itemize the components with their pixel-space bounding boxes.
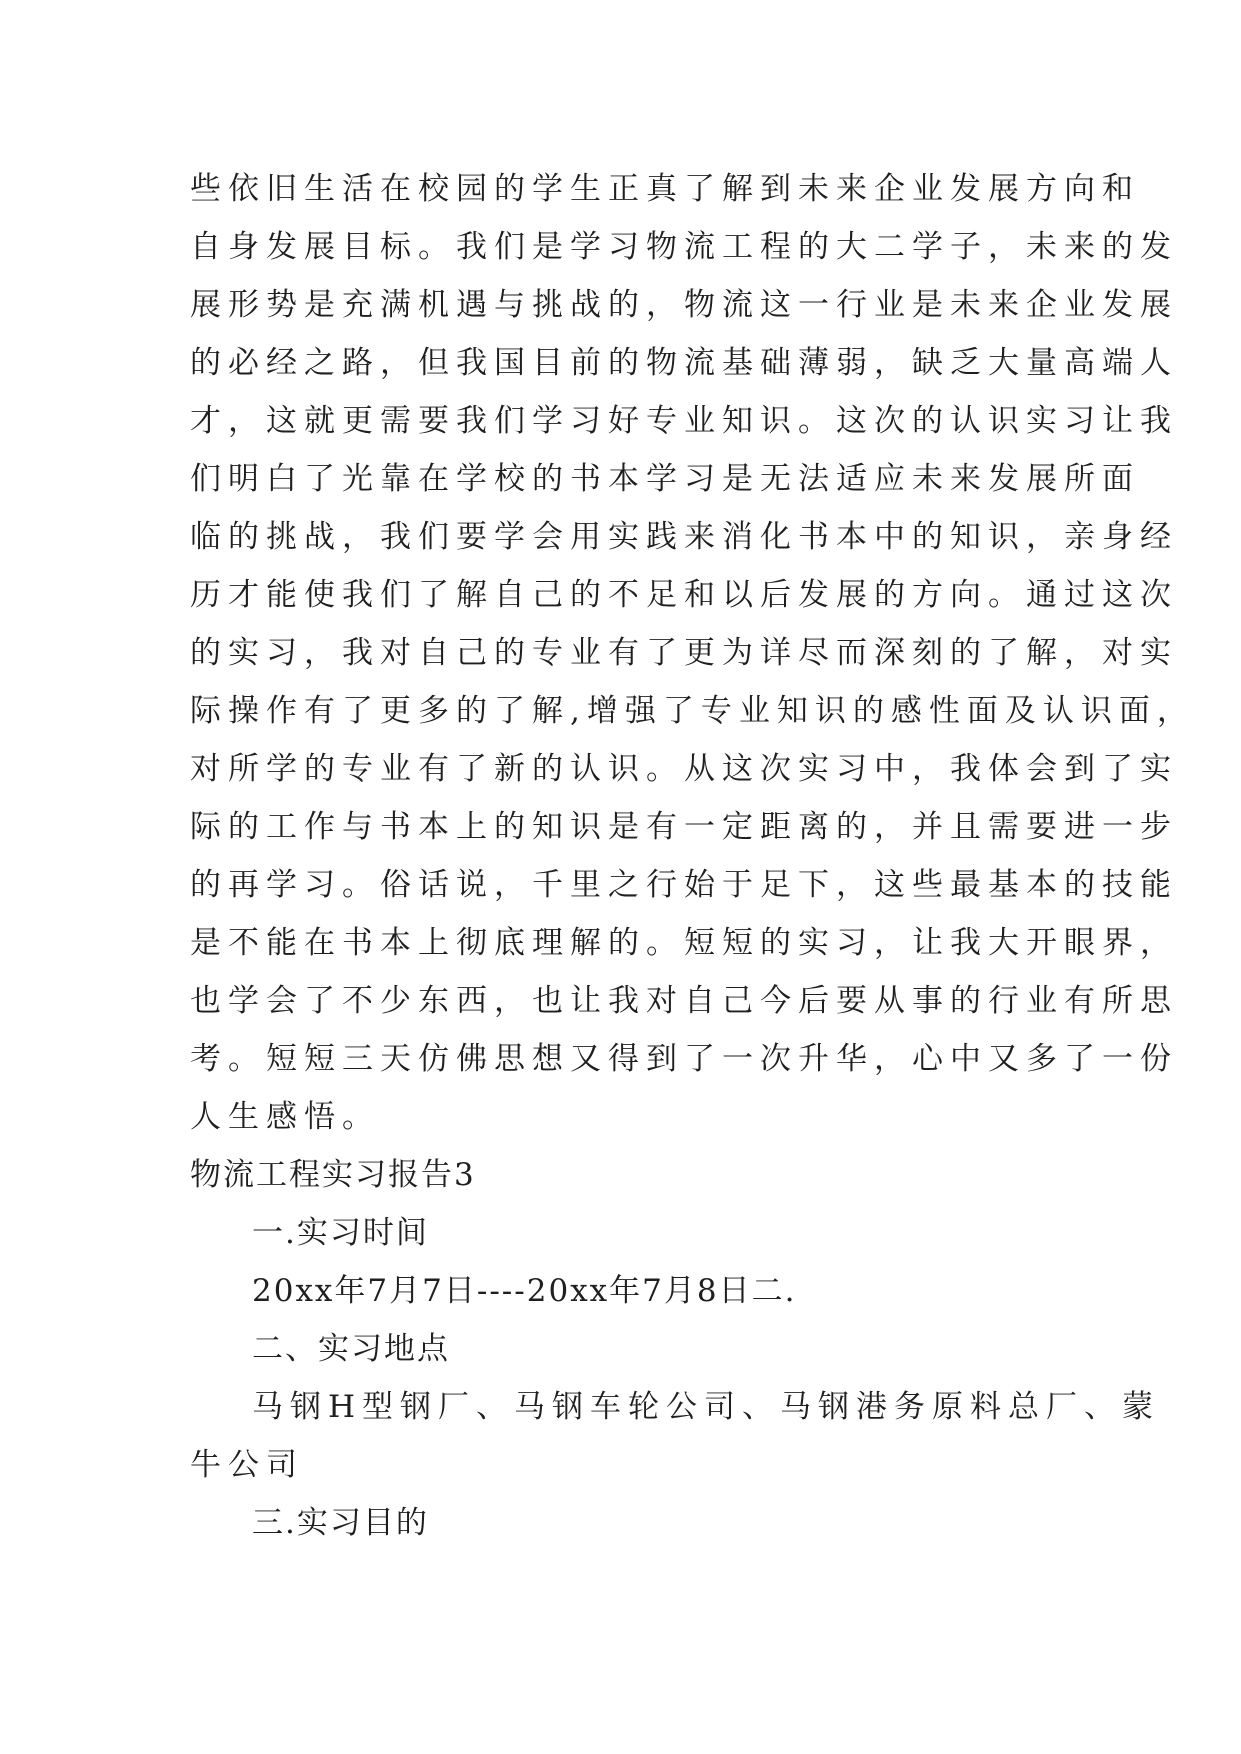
paragraph-line: 临的挑战，我们要学会用实践来消化书本中的知识，亲身经 bbox=[190, 519, 1178, 555]
section-heading-internship-purpose: 三.实习目的 bbox=[252, 1505, 429, 1541]
paragraph-line: 也学会了不少东西，也让我对自己今后要从事的行业有所思 bbox=[190, 983, 1178, 1019]
document-body bbox=[190, 160, 1195, 1552]
section-heading-internship-location: 二、实习地点 bbox=[252, 1331, 450, 1367]
paragraph-line: 才，这就更需要我们学习好专业知识。这次的认识实习让我 bbox=[190, 403, 1178, 439]
paragraph-line: 考。短短三天仿佛思想又得到了一次升华，心中又多了一份 bbox=[190, 1041, 1178, 1077]
paragraph-line: 展形势是充满机遇与挑战的，物流这一行业是未来企业发展 bbox=[190, 287, 1178, 323]
paragraph-line: 对所学的专业有了新的认识。从这次实习中，我体会到了实 bbox=[190, 751, 1178, 787]
paragraph-line: 的必经之路，但我国目前的物流基础薄弱，缺乏大量高端人 bbox=[190, 345, 1178, 381]
paragraph-line: 的实习，我对自己的专业有了更为详尽而深刻的了解，对实 bbox=[190, 635, 1178, 671]
internship-dates: 20xx年7月7日----20xx年7月8日二. bbox=[252, 1273, 797, 1309]
paragraph-line: 自身发展目标。我们是学习物流工程的大二学子，未来的发 bbox=[190, 229, 1178, 265]
paragraph-line: 是不能在书本上彻底理解的。短短的实习，让我大开眼界， bbox=[190, 925, 1178, 961]
paragraph-line: 的再学习。俗话说，千里之行始于足下，这些最基本的技能 bbox=[190, 867, 1178, 903]
paragraph-line: 历才能使我们了解自己的不足和以后发展的方向。通过这次 bbox=[190, 577, 1178, 613]
paragraph-line: 们明白了光靠在学校的书本学习是无法适应未来发展所面 bbox=[190, 461, 1140, 497]
paragraph-line: 际的工作与书本上的知识是有一定距离的，并且需要进一步 bbox=[190, 809, 1178, 845]
paragraph-line: 些依旧生活在校园的学生正真了解到未来企业发展方向和 bbox=[190, 171, 1140, 207]
report-title: 物流工程实习报告3 bbox=[190, 1157, 476, 1193]
internship-location-line: 马钢H型钢厂、马钢车轮公司、马钢港务原料总厂、蒙 bbox=[252, 1389, 1161, 1425]
paragraph-line: 人生感悟。 bbox=[190, 1099, 380, 1135]
section-heading-internship-time: 一.实习时间 bbox=[252, 1215, 429, 1251]
paragraph-line: 际操作有了更多的了解,增强了专业知识的感性面及认识面， bbox=[190, 693, 1195, 729]
internship-location-line: 牛公司 bbox=[190, 1447, 304, 1483]
